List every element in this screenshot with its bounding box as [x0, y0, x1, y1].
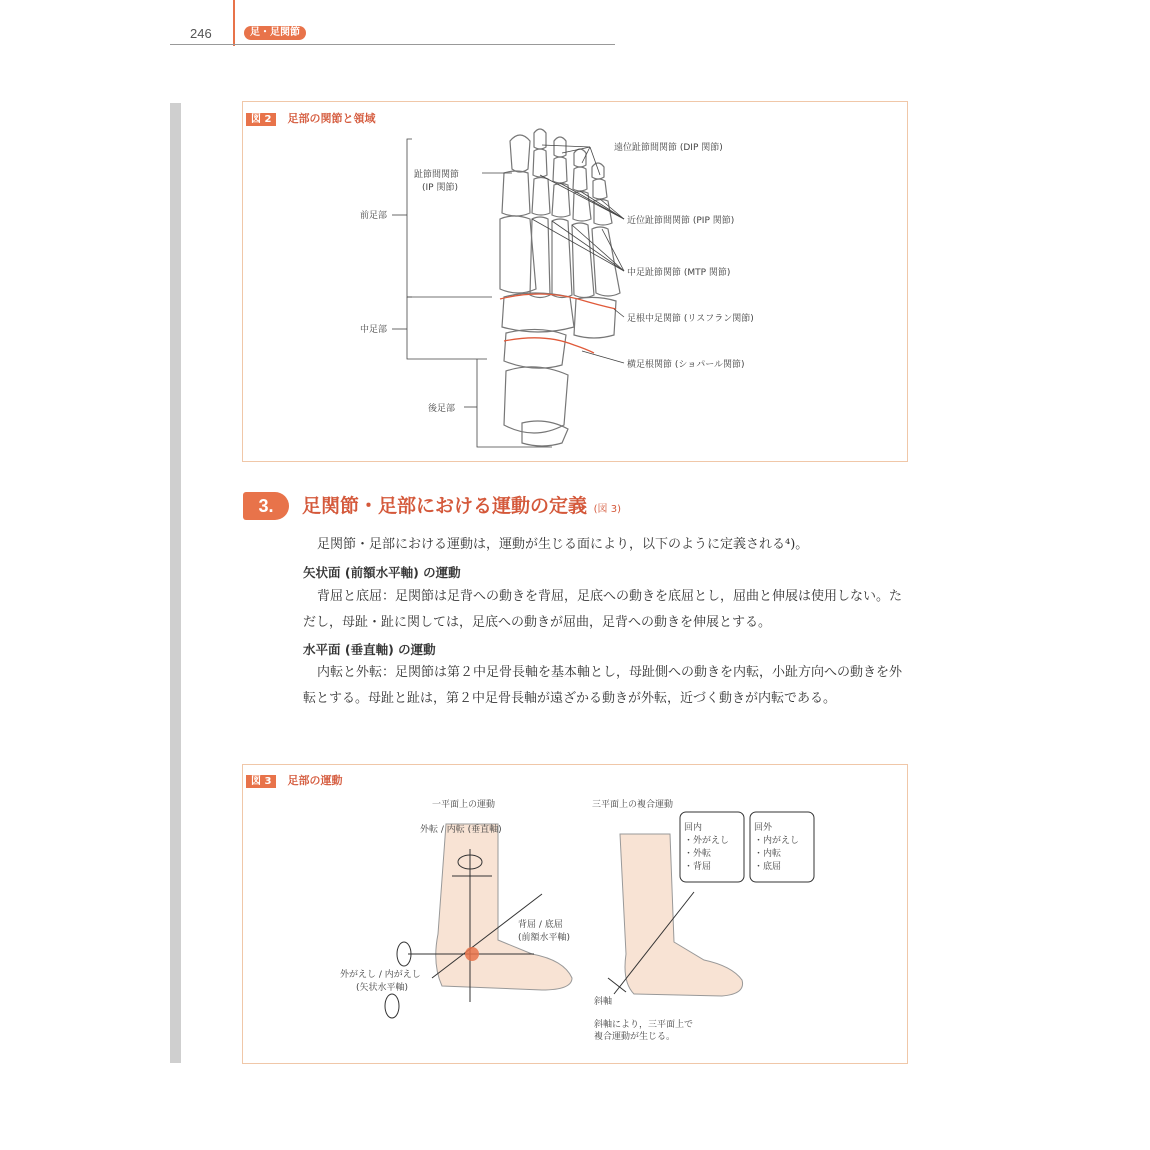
section-figure-ref: (図 3) — [593, 504, 621, 515]
supination-line-2: ・内がえし — [754, 836, 800, 846]
label-hindfoot: 後足部 — [428, 404, 456, 414]
pronation-line-4: ・背屈 — [684, 862, 712, 872]
fig3-left-sub: 外転 / 内転 (垂直軸) — [420, 825, 502, 835]
motion-box-pronation — [684, 820, 729, 872]
supination-line-4: ・底屈 — [754, 862, 782, 872]
figure-2-tag: 図 2 — [246, 113, 276, 126]
figure-3-tag: 図 3 — [246, 775, 276, 788]
section-title — [302, 491, 621, 518]
fig3-eversion: 外がえし / 内がえし — [340, 970, 421, 980]
fig3-caption-1: 斜軸により，三平面上で — [594, 1020, 694, 1030]
supination-line-3: ・内転 — [754, 849, 782, 859]
label-mtp: 中足趾節関節 (MTP 関節) — [627, 268, 731, 278]
foot-motion-diagram — [242, 764, 906, 1062]
body-intro: 足関節・足部における運動は，運動が生じる面により，以下のように定義される⁴)。 — [317, 537, 809, 552]
label-midfoot: 中足部 — [360, 325, 388, 335]
fig3-left-title: 一平面上の運動 — [432, 800, 496, 810]
label-lisfranc: 足根中足関節 (リスフラン関節) — [627, 314, 754, 324]
fig3-eversion-sub: (矢状水平軸) — [356, 983, 409, 993]
label-forefoot: 前足部 — [360, 211, 388, 221]
label-dip: 遠位趾節間関節 (DIP 関節) — [614, 143, 723, 153]
label-ip-sub: (IP 関節) — [422, 183, 458, 193]
side-bar — [170, 103, 181, 1063]
fig3-right-title: 三平面上の複合運動 — [592, 800, 674, 810]
label-chopart: 横足根関節 (ショパール関節) — [627, 360, 745, 370]
label-ip: 趾節間関節 — [414, 170, 460, 180]
fig3-dorsiflexion-sub: (前額水平軸) — [518, 933, 571, 943]
header-divider — [233, 0, 235, 46]
foot-skeleton-diagram — [242, 101, 906, 460]
fig3-caption-2: 複合運動が生じる。 — [594, 1032, 676, 1042]
pronation-line-1: 回内 — [684, 823, 703, 833]
page-number: 246 — [190, 26, 212, 41]
sagittal-heading: 矢状面 (前額水平軸) の運動 — [303, 565, 461, 580]
horizontal-text: 内転と外転：足関節は第２中足骨長軸を基本軸とし，母趾側への動きを内転，小趾方向への動きを外転とする。母趾と趾は，第２中足骨長軸が遠ざかる動きが外転，近づく動きが内転である。 — [303, 665, 903, 706]
sagittal-text: 背屈と底屈：足関節は足背への動きを背屈，足底への動きを底屈とし，屈曲と伸展は使用しない。ただし，母趾・趾に関しては，足底への動きが屈曲，足背への動きを伸展とする。 — [303, 589, 903, 630]
label-pip: 近位趾節間関節 (PIP 関節) — [627, 216, 735, 226]
pronation-line-3: ・外転 — [684, 849, 712, 859]
supination-line-1: 回外 — [754, 823, 773, 833]
section-title-text: 足関節・足部における運動の定義 — [302, 495, 588, 517]
pronation-line-2: ・外がえし — [684, 836, 730, 846]
figure-3-title: 足部の運動 — [287, 774, 343, 787]
fig3-dorsiflexion: 背屈 / 底屈 — [518, 920, 563, 930]
fig3-oblique-axis: 斜軸 — [594, 997, 613, 1007]
figure-2-title: 足部の関節と領域 — [287, 112, 376, 125]
section-number: 3. — [243, 492, 289, 520]
chapter-badge: 足・足関節 — [244, 26, 306, 40]
header-rule — [170, 44, 615, 45]
horizontal-heading: 水平面 (垂直軸) の運動 — [303, 642, 436, 657]
motion-box-supination — [754, 820, 799, 872]
